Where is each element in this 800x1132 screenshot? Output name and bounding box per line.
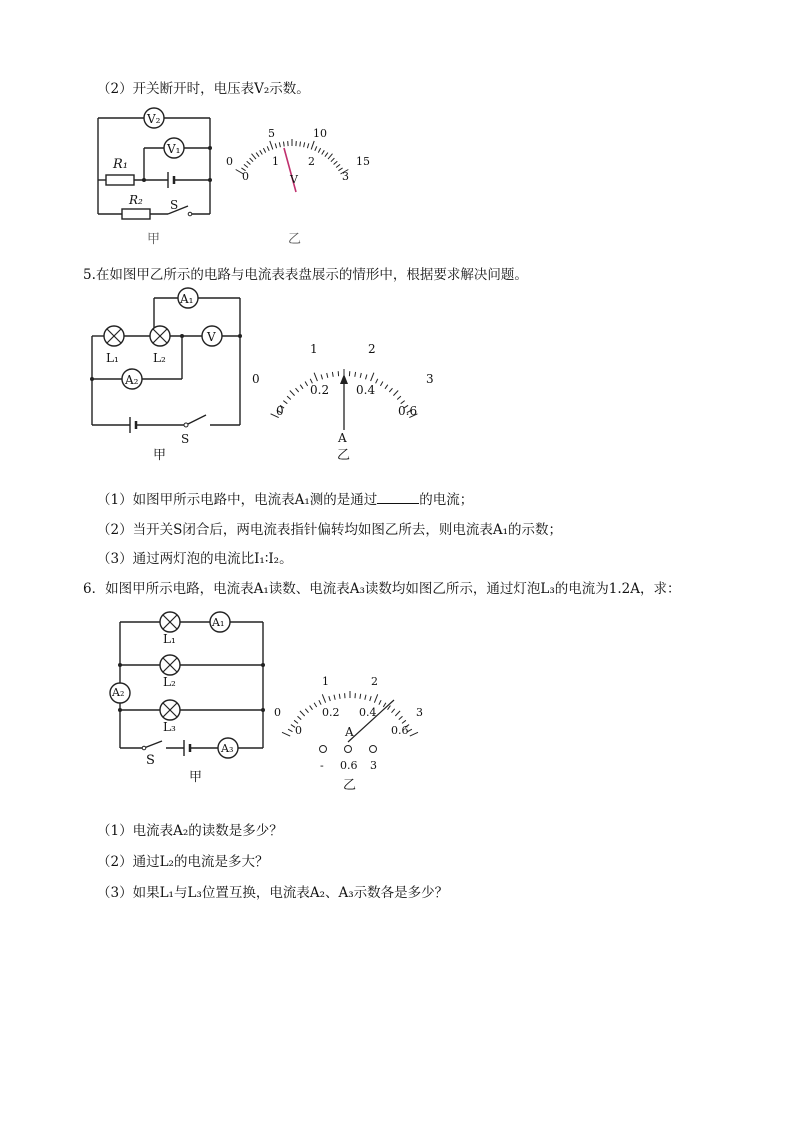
p6-stem: 6．如图甲所示电路，电流表A₁读数、电流表A₃读数均如图乙所示，通过灯泡L₃的电流为1.2A，求：	[83, 581, 681, 597]
p5-dial-bottom-06: 0.6	[398, 404, 418, 418]
scale-tick	[399, 716, 403, 719]
scale-tick	[296, 388, 299, 392]
p4-dial-unit: V	[290, 173, 298, 186]
scale-tick	[339, 694, 340, 699]
scale-tick	[318, 148, 320, 153]
p4-dial-tick-15: 15	[356, 155, 370, 168]
p5-dial-top-0: 0	[252, 372, 260, 386]
scale-tick	[305, 709, 308, 713]
p4-voltmeter-dial	[226, 124, 366, 204]
scale-tick	[314, 703, 317, 707]
p4-label-v2: V₂	[147, 112, 161, 126]
p5-question-3: （3）通过两灯泡的电流比I₁∶I₂。	[97, 551, 293, 567]
p4-dial-bottom-1: 1	[272, 155, 279, 168]
scale-tick	[370, 696, 372, 701]
scale-tick	[334, 161, 338, 164]
p6-figure-jia: 甲	[189, 770, 203, 785]
p6-label-l2: L₂	[163, 675, 176, 689]
p6-label-l1: L₁	[163, 632, 176, 646]
p6-question-1: （1）电流表A₂的读数是多少？	[97, 823, 283, 839]
p5-lamp-l1-icon	[104, 326, 124, 346]
p4-label-s: S	[170, 198, 179, 212]
p6-label-a1: A₁	[212, 616, 225, 629]
scale-tick	[252, 154, 257, 159]
p4-dial-tick-10: 10	[313, 127, 327, 140]
p5-figure-yi: 乙	[337, 448, 351, 463]
p6-lamp-l3-icon	[160, 700, 180, 720]
scale-tick	[395, 711, 400, 716]
p5-lamp-l2-icon	[150, 326, 170, 346]
scale-tick	[300, 142, 301, 147]
scale-tick	[376, 379, 378, 384]
scale-tick	[371, 373, 374, 381]
p6-label-a2: A₂	[112, 686, 125, 699]
p6-terminal-3: 3	[370, 759, 377, 772]
p6-dial-bottom-06: 0.6	[391, 724, 409, 737]
p5-figure-jia: 甲	[153, 448, 167, 463]
p5-dial-top-2: 2	[368, 342, 376, 356]
p6-dial-bottom-02: 0.2	[322, 706, 340, 719]
scale-tick	[310, 706, 313, 710]
p4-dial-bottom-0: 0	[242, 170, 249, 183]
scale-tick	[284, 142, 285, 147]
scale-tick	[288, 729, 292, 732]
scale-tick	[374, 694, 377, 702]
p4-figure-yi: 乙	[288, 232, 302, 247]
p5-dial-bottom-0: 0	[276, 404, 284, 418]
scale-tick	[270, 141, 273, 150]
scale-tick	[385, 385, 388, 389]
p6-label-s: S	[146, 753, 155, 768]
p5-dial-top-1: 1	[310, 342, 318, 356]
scale-tick	[319, 700, 321, 705]
p6-dial-bottom-0: 0	[295, 724, 302, 737]
scale-tick	[392, 709, 395, 713]
scale-tick	[360, 373, 361, 378]
scale-tick	[275, 143, 276, 148]
scale-tick	[332, 372, 333, 377]
p4-question-2: （2）开关断开时，电压表V₂示数。	[97, 81, 310, 97]
p5-label-a2: A₂	[125, 373, 139, 387]
scale-tick	[331, 158, 335, 162]
p6-dial-top-3: 3	[416, 706, 423, 719]
scale-tick	[410, 732, 418, 736]
p6-dial-unit: A	[345, 725, 354, 739]
p6-lamp-l2-icon	[160, 655, 180, 675]
scale-tick	[360, 694, 361, 699]
scale-tick	[304, 142, 305, 147]
p5-answer-blank[interactable]	[377, 491, 419, 504]
p5-question-1: （1）如图甲所示电路中，电流表A₁测的是通过 的电流；	[97, 492, 474, 508]
scale-tick	[250, 158, 254, 162]
scale-tick	[380, 382, 383, 386]
p5-label-l2: L₂	[153, 351, 166, 365]
p4-label-v1: V₁	[167, 142, 181, 156]
p6-label-a3: A₃	[221, 742, 234, 755]
p6-ammeter-dial	[270, 672, 440, 762]
scale-tick	[355, 372, 356, 377]
scale-tick	[311, 141, 314, 150]
scale-tick	[321, 375, 322, 380]
scale-tick	[336, 164, 340, 167]
p4-dial-bottom-2: 2	[308, 155, 315, 168]
scale-tick	[334, 695, 335, 700]
scale-tick	[300, 711, 305, 716]
p5-ammeter-dial	[258, 340, 438, 440]
scale-tick	[283, 401, 287, 404]
p5-label-s: S	[181, 432, 190, 446]
p4-figure-jia: 甲	[147, 232, 161, 247]
scale-tick	[322, 150, 325, 154]
p5-dial-bottom-02: 0.2	[310, 383, 330, 397]
p6-dial-bottom-04: 0.4	[359, 706, 377, 719]
p6-question-3: （3）如果L₁与L₃位置互换，电流表A₂、A₃示数各是多少？	[97, 885, 449, 901]
scale-tick	[256, 153, 259, 157]
p5-label-l1: L₁	[106, 351, 119, 365]
p6-dial-top-2: 2	[371, 675, 378, 688]
scale-tick	[365, 695, 366, 700]
scale-tick	[298, 716, 302, 719]
p4-label-r1: R₁	[113, 157, 128, 172]
p6-terminal-minus: -	[320, 759, 324, 772]
p5-label-a1: A₁	[180, 292, 194, 306]
p6-dial-top-1: 1	[322, 675, 329, 688]
scale-tick	[263, 148, 265, 153]
scale-tick	[287, 396, 291, 399]
scale-tick	[393, 391, 398, 396]
scale-tick	[300, 385, 303, 389]
p5-dial-top-3: 3	[426, 372, 434, 386]
p5-dial-unit: A	[338, 431, 347, 445]
scale-tick	[397, 396, 401, 399]
scale-tick	[325, 153, 328, 157]
p6-circuit-diagram	[108, 610, 268, 760]
scale-tick	[327, 373, 328, 378]
scale-tick	[389, 388, 392, 392]
scale-tick	[279, 142, 280, 147]
scale-tick	[282, 732, 290, 736]
scale-tick	[383, 703, 386, 707]
p5-label-v: V	[207, 330, 216, 344]
p5-dial-bottom-04: 0.4	[356, 383, 376, 397]
scale-tick	[290, 391, 295, 396]
p6-label-l3: L₃	[163, 720, 176, 734]
scale-tick	[329, 696, 331, 701]
p4-label-r2: R₂	[129, 193, 143, 207]
scale-tick	[314, 373, 317, 381]
scale-tick	[322, 694, 325, 702]
p6-lamp-l1-icon	[160, 612, 180, 632]
p6-terminal-06: 0.6	[340, 759, 358, 772]
p6-question-2: （2）通过L₂的电流是多大？	[97, 854, 269, 870]
scale-tick	[307, 143, 308, 148]
scale-tick	[315, 146, 317, 151]
scale-tick	[244, 164, 248, 167]
p4-dial-bottom-3: 3	[342, 170, 349, 183]
p5-stem: 5.在如图甲乙所示的电路与电流表表盘展示的情形中，根据要求解决问题。	[83, 267, 528, 283]
p4-dial-zero-top: 0	[226, 155, 233, 168]
scale-tick	[305, 382, 308, 386]
scale-tick	[260, 150, 263, 154]
scale-tick	[267, 146, 269, 151]
p4-dial-tick-5: 5	[268, 127, 275, 140]
p5-question-2: （2）当开关S闭合后，两电流表指针偏转均如图乙所去，则电流表A₁的示数；	[97, 522, 562, 538]
p6-dial-zero-top: 0	[274, 706, 281, 719]
scale-tick	[379, 700, 381, 705]
scale-tick	[328, 154, 333, 159]
scale-tick	[247, 161, 251, 164]
scale-tick	[366, 375, 367, 380]
p6-figure-yi: 乙	[343, 778, 357, 793]
